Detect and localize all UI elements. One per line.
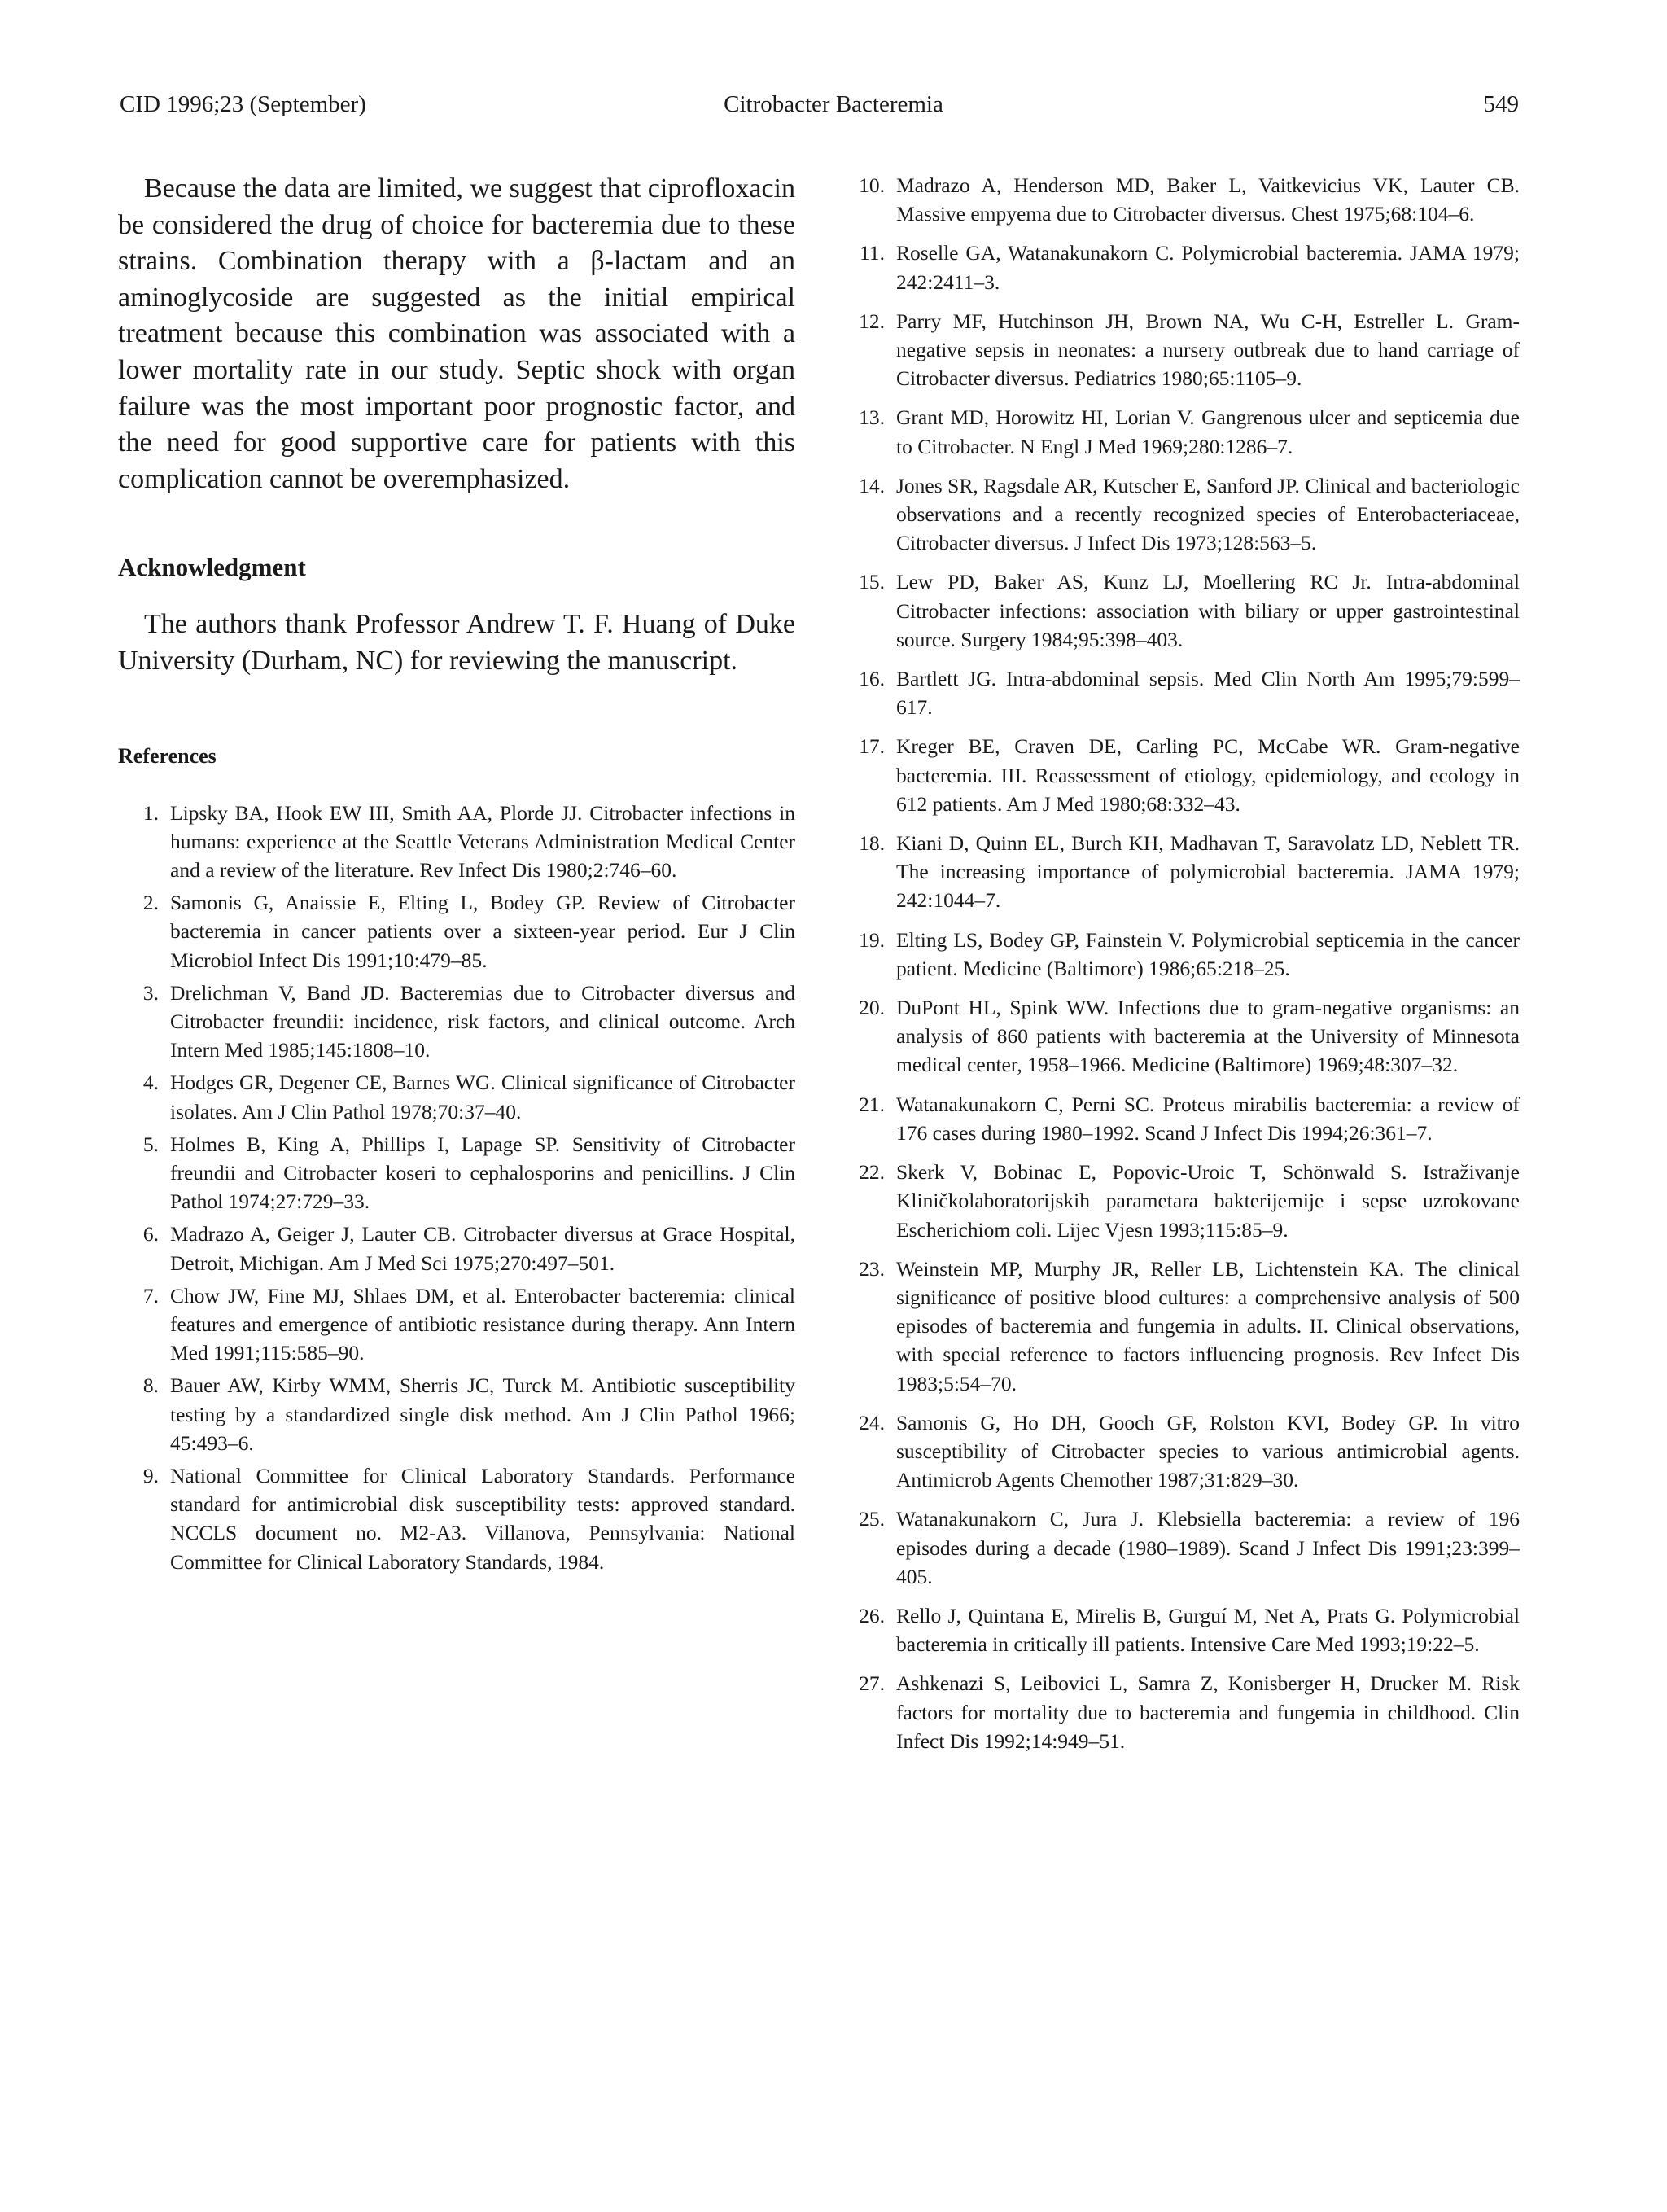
reference-item	[844, 993, 1520, 1080]
reference-text: Roselle GA, Watanakunakorn C. Polymicrobial bacteremia. JAMA 1979; 242:2411–3.	[896, 241, 1520, 294]
reference-number: 2.	[142, 891, 159, 915]
reference-text: Lew PD, Baker AS, Kunz LJ, Moellering RC Jr. Intra-abdominal Citrobacter infections: association with biliary or upper gastrointestinal source. Surgery 1984;95:398–403.	[896, 570, 1520, 651]
reference-number: 10.	[859, 173, 885, 197]
reference-text: Holmes B, King A, Phillips I, Lapage SP. Sensitivity of Citrobacter freundii and Citrobacter koseri to cephalosporins and penicillins. J Clin Pathol 1974;27:729–33.	[170, 1132, 795, 1214]
reference-number: 5.	[142, 1132, 159, 1156]
reference-text: Madrazo A, Geiger J, Lauter CB. Citrobacter diversus at Grace Hospital, Detroit, Michigan. Am J Med Sci 1975;270:497–501.	[170, 1222, 795, 1275]
reference-number: 7.	[142, 1283, 159, 1307]
reference-list-right	[844, 171, 1520, 1755]
reference-text: National Committee for Clinical Laboratory Standards. Performance standard for antimicrobial disk susceptibility tests: approved standard. NCCLS document no. M2-A3. Villanova, Pennsylvania: National Committee for Clinical Laboratory Standards, 1984.	[170, 1464, 795, 1574]
reference-number: 1.	[142, 800, 159, 825]
reference-item	[118, 1130, 795, 1216]
reference-text: Bauer AW, Kirby WMM, Sherris JC, Turck M. Antibiotic susceptibility testing by a standardized single disk method. Am J Clin Pathol 1966; 45:493–6.	[170, 1373, 795, 1455]
acknowledgment-heading: Acknowledgment	[118, 553, 306, 582]
reference-item	[844, 307, 1520, 393]
reference-list-left	[118, 799, 795, 1576]
page-number: 549	[1483, 91, 1519, 117]
reference-number: 21.	[859, 1092, 885, 1116]
reference-item	[844, 403, 1520, 460]
reference-item	[118, 979, 795, 1065]
reference-item	[118, 1371, 795, 1457]
reference-number: 19.	[859, 927, 885, 952]
reference-text: Bartlett JG. Intra-abdominal sepsis. Med Clin North Am 1995;79:599–617.	[896, 667, 1520, 720]
reference-text: Elting LS, Bodey GP, Fainstein V. Polymicrobial septicemia in the cancer patient. Medicine (Baltimore) 1986;65:218–25.	[896, 927, 1520, 980]
journal-citation: CID 1996;23 (September)	[120, 91, 366, 117]
reference-number: 12.	[859, 309, 885, 333]
reference-item	[844, 1669, 1520, 1755]
reference-text: Ashkenazi S, Leibovici L, Samra Z, Konisberger H, Drucker M. Risk factors for mortality due to bacteremia and fungemia in childhood. Clin Infect Dis 1992;14:949–51.	[896, 1671, 1520, 1753]
reference-text: Watanakunakorn C, Perni SC. Proteus mirabilis bacteremia: a review of 176 cases during 1980–1992. Scand J Infect Dis 1994;26:361–7.	[896, 1092, 1520, 1145]
reference-item	[118, 1281, 795, 1368]
reference-text: Madrazo A, Henderson MD, Baker L, Vaitkevicius VK, Lauter CB. Massive empyema due to Citrobacter diversus. Chest 1975;68:104–6.	[896, 173, 1520, 226]
reference-number: 15.	[859, 570, 885, 594]
reference-text: Watanakunakorn C, Jura J. Klebsiella bacteremia: a review of 196 episodes during a decade (1980–1989). Scand J Infect Dis 1991;23:399–405.	[896, 1507, 1520, 1588]
reference-item	[844, 926, 1520, 983]
reference-text: Kreger BE, Craven DE, Carling PC, McCabe WR. Gram-negative bacteremia. III. Reassessment of etiology, epidemiology, and ecology in 612 patients. Am J Med 1980;68:332–43.	[896, 734, 1520, 816]
reference-item	[844, 664, 1520, 721]
reference-text: Weinstein MP, Murphy JR, Reller LB, Lichtenstein KA. The clinical significance of positive blood cultures: a comprehensive analysis of 500 episodes of bacteremia and fungemia in adults. II. Clinical observations, with special reference to factors influencing prognosis. Rev Infect Dis 1983;5:54–70.	[896, 1256, 1520, 1395]
reference-number: 27.	[859, 1671, 885, 1696]
references-heading: References	[118, 743, 217, 768]
reference-text: Drelichman V, Band JD. Bacteremias due to Citrobacter diversus and Citrobacter freundii: incidence, risk factors, and clinical outcome. Arch Intern Med 1985;145:1808–10.	[170, 980, 795, 1062]
reference-number: 22.	[859, 1160, 885, 1185]
reference-item	[844, 1505, 1520, 1591]
reference-number: 25.	[859, 1507, 885, 1531]
reference-item	[844, 471, 1520, 558]
running-title: Citrobacter Bacteremia	[724, 91, 943, 117]
reference-number: 3.	[142, 980, 159, 1005]
reference-item	[844, 1158, 1520, 1244]
reference-number: 4.	[142, 1071, 159, 1095]
reference-number: 14.	[859, 473, 885, 497]
reference-text: Rello J, Quintana E, Mirelis B, Gurguí M, Net A, Prats G. Polymicrobial bacteremia in critically ill patients. Intensive Care Med 1993;19:22–5.	[896, 1603, 1520, 1657]
reference-number: 18.	[859, 831, 885, 856]
reference-item	[118, 888, 795, 975]
reference-text: Parry MF, Hutchinson JH, Brown NA, Wu C-H, Estreller L. Gram-negative sepsis in neonates: a nursery outbreak due to hand carriage of Citrobacter diversus. Pediatrics 1980;65:1105–9.	[896, 309, 1520, 391]
conclusion-paragraph: Because the data are limited, we suggest that ciprofloxacin be considered the drug of choice for bacteremia due to these strains. Combination therapy with a β-lactam and an aminoglycoside are suggested as the initial empirical treatment because this combination was associated with a lower mortality rate in our study. Septic shock with organ failure was the most important poor prognostic factor, and the need for good supportive care for patients with this complication cannot be overemphasized.	[118, 173, 795, 494]
reference-text: Kiani D, Quinn EL, Burch KH, Madhavan T, Saravolatz LD, Neblett TR. The increasing importance of polymicrobial bacteremia. JAMA 1979; 242:1044–7.	[896, 831, 1520, 913]
reference-text: DuPont HL, Spink WW. Infections due to gram-negative organisms: an analysis of 860 patients with bacteremia at the University of Minnesota medical center, 1958–1966. Medicine (Baltimore) 1969;48:307–32.	[896, 996, 1520, 1077]
reference-number: 11.	[860, 241, 885, 265]
reference-item	[844, 1255, 1520, 1398]
reference-item	[844, 1601, 1520, 1658]
reference-number: 26.	[859, 1603, 885, 1627]
reference-number: 16.	[859, 667, 885, 691]
reference-text: Lipsky BA, Hook EW III, Smith AA, Plorde JJ. Citrobacter infections in humans: experience at the Seattle Veterans Administration Medical Center and a review of the literature. Rev Infect Dis 1980;2:746–60.	[170, 800, 795, 882]
reference-item	[118, 799, 795, 885]
reference-number: 17.	[859, 734, 885, 759]
reference-number: 13.	[859, 405, 885, 430]
reference-text: Samonis G, Anaissie E, Elting L, Bodey GP. Review of Citrobacter bacteremia in cancer patients over a sixteen-year period. Eur J Clin Microbiol Infect Dis 1991;10:479–85.	[170, 891, 795, 972]
reference-item	[844, 239, 1520, 296]
reference-text: Hodges GR, Degener CE, Barnes WG. Clinical significance of Citrobacter isolates. Am J Clin Pathol 1978;70:37–40.	[170, 1071, 795, 1124]
reference-text: Chow JW, Fine MJ, Shlaes DM, et al. Enterobacter bacteremia: clinical features and emergence of antibiotic resistance during therapy. Ann Intern Med 1991;115:585–90.	[170, 1283, 795, 1365]
left-column	[118, 171, 795, 1580]
reference-number: 9.	[142, 1464, 159, 1487]
reference-item	[118, 1461, 795, 1576]
reference-text: Skerk V, Bobinac E, Popovic-Uroic T, Schönwald S. Istraživanje Kliničkolaboratorijskih parametara bakterijemije i sepse uzrokovane Escherichiom coli. Lijec Vjesn 1993;115:85–9.	[896, 1160, 1520, 1242]
reference-number: 20.	[859, 996, 885, 1020]
reference-number: 8.	[142, 1373, 159, 1398]
reference-item	[844, 1090, 1520, 1147]
reference-item	[844, 829, 1520, 915]
reference-number: 24.	[859, 1410, 885, 1435]
reference-item	[844, 171, 1520, 228]
acknowledgment-paragraph: The authors thank Professor Andrew T. F. Huang of Duke University (Durham, NC) for reviewing the manuscript.	[118, 609, 795, 676]
reference-text: Grant MD, Horowitz HI, Lorian V. Gangrenous ulcer and septicemia due to Citrobacter. N Engl J Med 1969;280:1286–7.	[896, 405, 1520, 458]
reference-number: 6.	[142, 1222, 159, 1246]
reference-text: Samonis G, Ho DH, Gooch GF, Rolston KVI, Bodey GP. In vitro susceptibility of Citrobacter species to various antimicrobial agents. Antimicrob Agents Chemother 1987;31:829–30.	[896, 1410, 1520, 1492]
reference-item	[118, 1068, 795, 1125]
reference-text: Jones SR, Ragsdale AR, Kutscher E, Sanford JP. Clinical and bacteriologic observations and a recently recognized species of Enterobacteriaceae, Citrobacter diversus. J Infect Dis 1973;128:563–5.	[896, 473, 1520, 555]
reference-item	[844, 567, 1520, 654]
reference-item	[844, 732, 1520, 818]
reference-number: 23.	[859, 1256, 885, 1281]
right-column	[844, 171, 1520, 1766]
reference-item	[844, 1408, 1520, 1495]
reference-item	[118, 1220, 795, 1277]
